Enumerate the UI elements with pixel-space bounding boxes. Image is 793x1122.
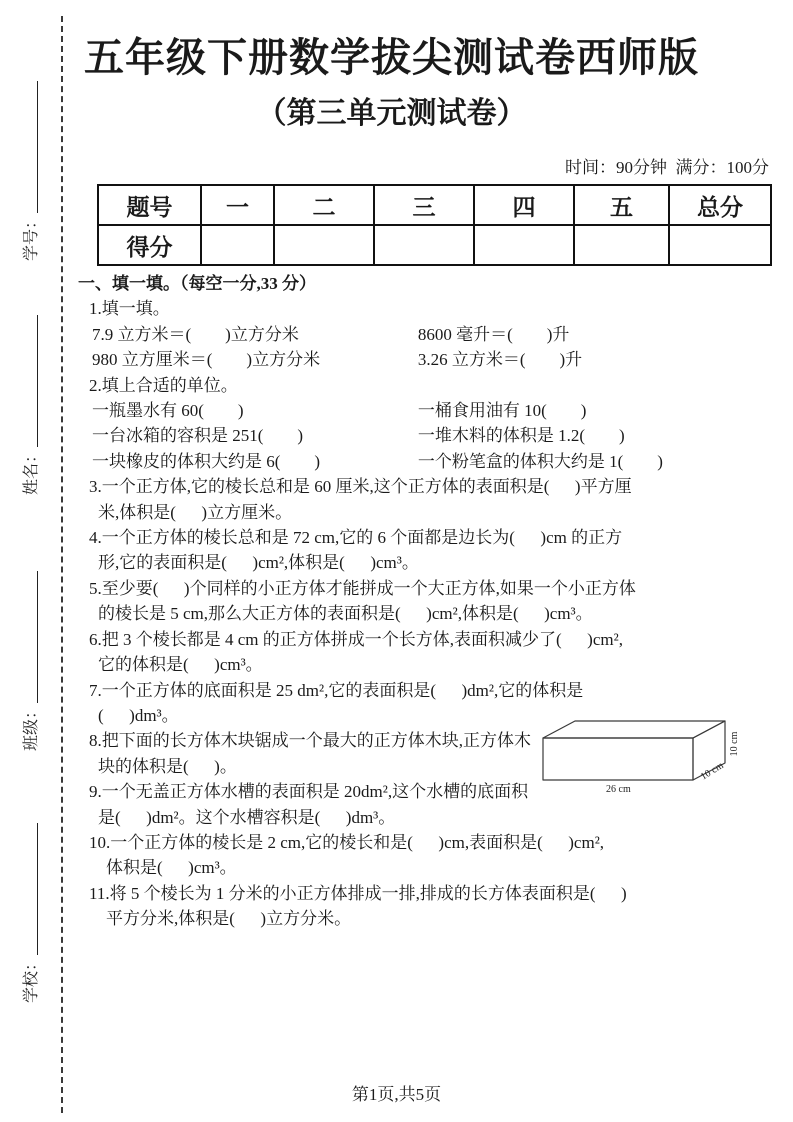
- fill-blank-item: 一块橡皮的体积大约是 6( ): [92, 451, 321, 471]
- header-cell-total: 总分: [669, 185, 771, 225]
- question-2-row: [78, 449, 778, 474]
- header-cell-question-no: 题号: [98, 185, 201, 225]
- fill-blank-item: 7.9 立方米＝( )立方分米: [92, 324, 299, 344]
- score-cell: [374, 225, 474, 265]
- question-8-line: 块的体积是( )。: [98, 756, 237, 776]
- class-label: 班级：: [23, 702, 40, 751]
- margin-field-name: [19, 315, 41, 495]
- question-4-line: 形,它的表面积是( )cm²,体积是( )cm³。: [98, 553, 419, 573]
- student-id-label: 学号：: [23, 212, 40, 261]
- question-1-row: [78, 322, 778, 347]
- header-cell-part1: 一: [201, 185, 274, 225]
- fill-blank-item: 一个粉笔盒的体积大约是 1( ): [417, 451, 663, 471]
- question-7-line: ( )dm³。: [98, 705, 179, 725]
- question-3-line: 3.一个正方体,它的棱长总和是 60 厘米,这个正方体的表面积是( )平方厘: [89, 477, 632, 497]
- margin-field-class: [19, 571, 41, 751]
- question-9-line: 是( )dm²。这个水槽容积是( )dm³。: [98, 807, 396, 827]
- cuboid-figure: [533, 714, 778, 794]
- question-3-line: 米,体积是( )立方厘米。: [98, 502, 293, 522]
- header-cell-part3: 三: [374, 185, 474, 225]
- fill-blank-item: 980 立方厘米＝( )立方分米: [92, 350, 321, 370]
- cuboid-length-label: 26 cm: [606, 784, 631, 794]
- margin-field-school: [19, 823, 41, 1003]
- question-7-line: 7.一个正方体的底面积是 25 dm²,它的表面积是( )dm²,它的体积是: [89, 680, 584, 700]
- page-footer: 第1页,共5页: [351, 1085, 442, 1104]
- fill-blank-item: 一堆木料的体积是 1.2( ): [417, 426, 625, 446]
- question-1-row: [78, 347, 778, 372]
- header-cell-part4: 四: [474, 185, 574, 225]
- score-cell: [669, 225, 771, 265]
- question-4-line: 4.一个正方体的棱长总和是 72 cm,它的 6 个面都是边长为( )cm 的正方: [89, 528, 623, 548]
- cuboid-height-label: 10 cm: [729, 731, 740, 757]
- score-cell: [274, 225, 374, 265]
- score-table: [97, 184, 772, 266]
- question-1-title: 1.填一填。: [89, 299, 170, 319]
- score-cell: [201, 225, 274, 265]
- exam-time-score-info: 时间：90分钟 满分：100分: [565, 158, 769, 177]
- score-cell: [474, 225, 574, 265]
- fill-blank-item: 8600 毫升＝( )升: [417, 324, 570, 344]
- question-10-line: 10.一个正方体的棱长是 2 cm,它的棱长和是( )cm,表面积是( )cm²,: [89, 832, 605, 852]
- question-5-line: 5.至少要( )个同样的小正方体才能拼成一个大正方体,如果一个小正方体: [89, 578, 636, 598]
- question-11-line: 11.将 5 个棱长为 1 分米的小正方体排成一排,排成的长方体表面积是( ): [89, 883, 627, 903]
- question-2-row: [78, 423, 778, 448]
- class-blank: [36, 571, 38, 703]
- school-blank: [36, 823, 38, 955]
- fill-blank-item: 一瓶墨水有 60( ): [92, 401, 244, 421]
- score-row-label: 得分: [98, 225, 201, 265]
- question-2-title: 2.填上合适的单位。: [89, 375, 238, 395]
- section-1-content: [78, 271, 778, 932]
- question-8-line: 8.把下面的长方体木块锯成一个最大的正方体木块,正方体木: [89, 731, 531, 751]
- name-label: 姓名：: [23, 446, 40, 495]
- question-11-line: 平方分米,体积是( )立方分米。: [106, 909, 352, 929]
- section-1-heading: 一、填一填。（每空一分,33 分）: [78, 274, 316, 293]
- fill-blank-item: 3.26 立方米＝( )升: [417, 350, 583, 370]
- header-cell-part5: 五: [574, 185, 669, 225]
- name-blank: [36, 315, 38, 447]
- question-10-line: 体积是( )cm³。: [106, 858, 237, 878]
- school-label: 学校：: [23, 954, 40, 1003]
- header-cell-part2: 二: [274, 185, 374, 225]
- score-cell: [574, 225, 669, 265]
- question-6-line: 6.把 3 个棱长都是 4 cm 的正方体拼成一个长方体,表面积减少了( )cm²,: [89, 629, 623, 649]
- page-subtitle: （第三单元测试卷）: [256, 97, 527, 130]
- question-6-line: 它的体积是( )cm³。: [98, 655, 263, 675]
- question-9-line: 9.一个无盖正方体水槽的表面积是 20dm²,这个水槽的底面积: [89, 782, 529, 802]
- cuboid-depth-label: 10 cm: [698, 760, 726, 783]
- score-table-header-row: [98, 185, 771, 225]
- cuboid-front-face: [543, 738, 693, 780]
- score-table-score-row: [98, 225, 771, 265]
- fill-blank-item: 一台冰箱的容积是 251( ): [92, 426, 304, 446]
- page-title: 五年级下册数学拔尖测试卷西师版: [84, 35, 699, 80]
- seal-dashed-line: [61, 16, 63, 1113]
- fill-blank-item: 一桶食用油有 10( ): [417, 401, 587, 421]
- question-5-line: 的棱长是 5 cm,那么大正方体的表面积是( )cm²,体积是( )cm³。: [98, 604, 593, 624]
- question-2-row: [78, 398, 778, 423]
